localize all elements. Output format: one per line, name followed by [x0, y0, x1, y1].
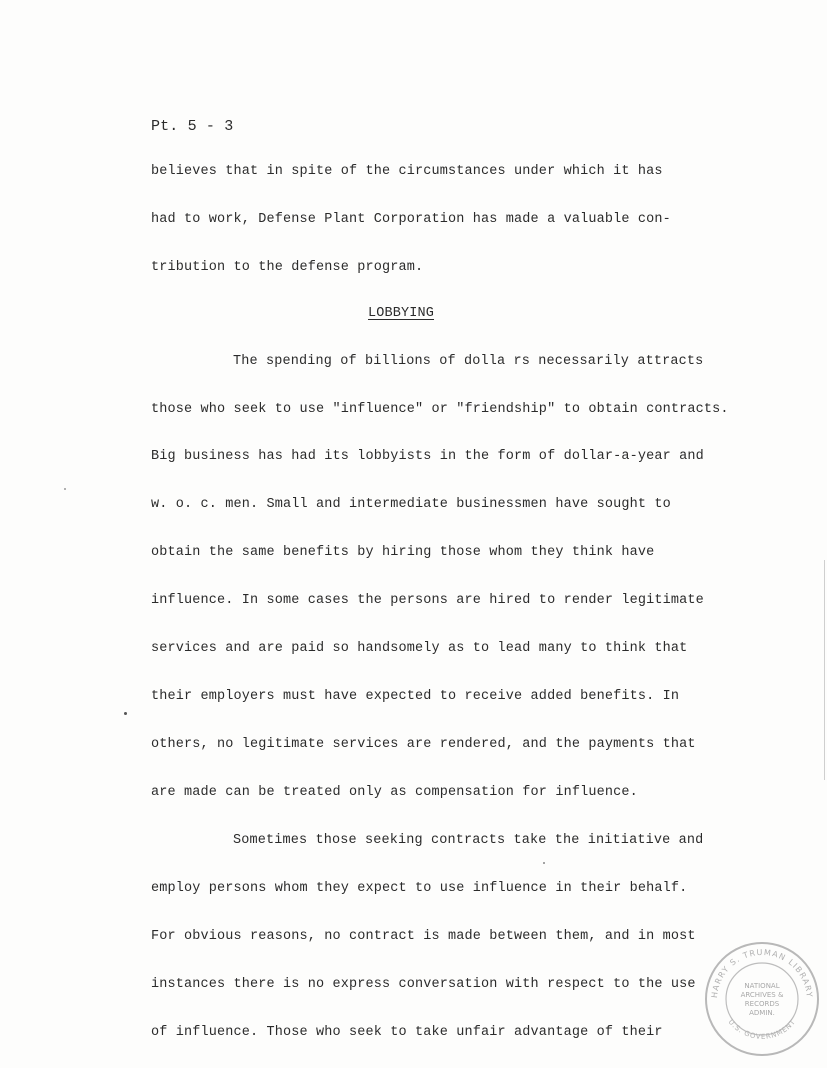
- scan-edge: [824, 560, 825, 780]
- stamp-bottom-text: U.S. GOVERNMENT: [726, 1017, 798, 1041]
- scan-speck: [543, 862, 545, 864]
- text-line: had to work, Defense Plant Corporation has made a valuable con-: [151, 212, 671, 227]
- scan-speck: [64, 488, 66, 490]
- paragraph-line: employ persons whom they expect to use influence in their behalf.: [151, 881, 688, 896]
- paragraph-line: services and are paid so handsomely as to lead many to think that: [151, 641, 688, 656]
- page-label: Pt. 5 - 3: [151, 118, 234, 135]
- stamp-inner-line: NATIONAL: [744, 982, 780, 990]
- stamp-outer-text: HARRY S. TRUMAN LIBRARY: [709, 947, 815, 999]
- section-heading: LOBBYING: [368, 306, 435, 321]
- paragraph-line: The spending of billions of dolla rs necessarily attracts: [233, 354, 704, 369]
- svg-text:U.S. GOVERNMENT: [727, 1018, 798, 1041]
- paragraph-line: obtain the same benefits by hiring those whom they think have: [151, 545, 655, 560]
- paragraph-line: instances there is no express conversation with respect to the use: [151, 977, 696, 992]
- stamp-inner-line: ARCHIVES &: [740, 991, 784, 999]
- text-line: tribution to the defense program.: [151, 260, 424, 275]
- stamp-inner-line: ADMIN.: [749, 1009, 775, 1017]
- paragraph-line: Sometimes those seeking contracts take the initiative and: [233, 833, 704, 848]
- text-line: believes that in spite of the circumstances under which it has: [151, 164, 663, 179]
- scan-speck: [124, 712, 127, 715]
- paragraph-line: Big business has had its lobbyists in the form of dollar-a-year and: [151, 449, 704, 464]
- stamp-inner-line: RECORDS: [744, 1000, 780, 1008]
- paragraph-line: are made can be treated only as compensation for influence.: [151, 785, 638, 800]
- paragraph-line: w. o. c. men. Small and intermediate businessmen have sought to: [151, 497, 671, 512]
- paragraph-line: those who seek to use "influence" or "friendship" to obtain contracts.: [151, 402, 729, 417]
- paragraph-line: influence. In some cases the persons are hired to render legitimate: [151, 593, 704, 608]
- paragraph-line: of influence. Those who seek to take unfair advantage of their: [151, 1025, 663, 1040]
- archive-seal-stamp: [703, 940, 821, 1058]
- paragraph-line: their employers must have expected to receive added benefits. In: [151, 689, 680, 704]
- paragraph-line: others, no legitimate services are rendered, and the payments that: [151, 737, 696, 752]
- paragraph-line: For obvious reasons, no contract is made between them, and in most: [151, 929, 696, 944]
